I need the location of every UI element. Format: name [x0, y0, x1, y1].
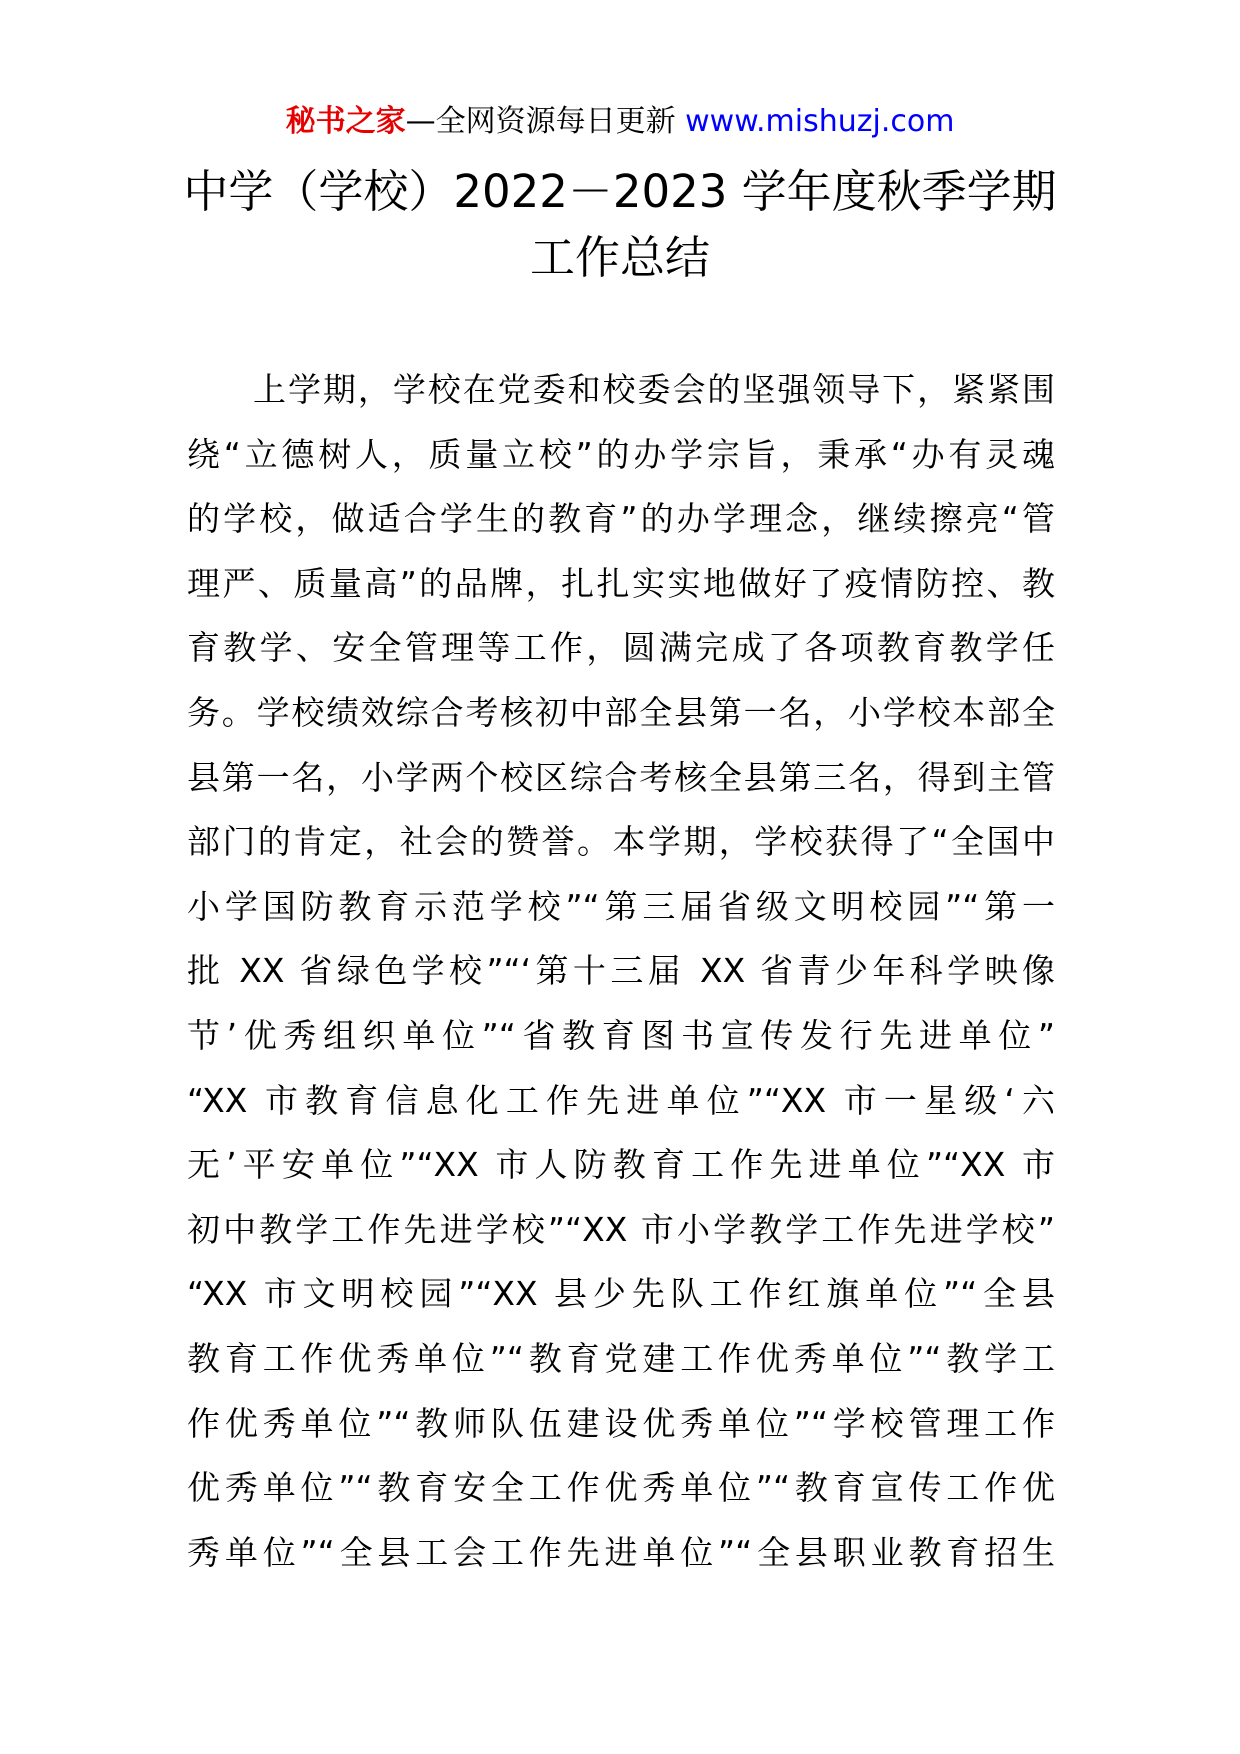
site-url-link[interactable]: www.mishuzj.com: [685, 104, 955, 139]
body-line: 的学校，做适合学生的教育”的办学理念，继续擦亮“管: [187, 499, 1055, 539]
body-line: 初中教学工作先进学校”“XX 市小学教学工作先进学校”: [187, 1209, 1055, 1249]
body-line: 节’优秀组织单位”“省教育图书宣传发行先进单位”: [187, 1015, 1055, 1055]
body-line: 育教学、安全管理等工作，圆满完成了各项教育教学任: [187, 628, 1055, 668]
body-line: “XX 市文明校园”“XX 县少先队工作红旗单位”“全县: [187, 1274, 1055, 1314]
body-line: 教育工作优秀单位”“教育党建工作优秀单位”“教学工: [187, 1338, 1055, 1378]
body-line: 批 XX 省绿色学校”“‘第十三届 XX 省青少年科学映像: [187, 951, 1055, 991]
site-slogan: —全网资源每日更新: [405, 104, 686, 139]
document-title-line-1: 中学（学校）2022－2023 学年度秋季学期: [183, 165, 1057, 218]
body-line: 优秀单位”“教育安全工作优秀单位”“教育宣传工作优: [187, 1468, 1055, 1508]
document-title-line-2: 工作总结: [529, 231, 710, 284]
site-brand: 秘书之家: [285, 104, 406, 139]
body-line: 无’平安单位”“XX 市人防教育工作先进单位”“XX 市: [187, 1145, 1055, 1185]
body-line: 理严、质量高”的品牌，扎扎实实地做好了疫情防控、教: [187, 563, 1055, 603]
body-line: 县第一名，小学两个校区综合考核全县第三名，得到主管: [187, 757, 1055, 797]
body-line: 务。学校绩效综合考核初中部全县第一名，小学校本部全: [187, 692, 1055, 732]
site-header: [0, 102, 1240, 142]
body-paragraph: [187, 358, 1055, 1585]
body-line: 部门的肯定，社会的赞誉。本学期，学校获得了“全国中: [187, 822, 1055, 862]
body-line: 秀单位”“全县工会工作先进单位”“全县职业教育招生: [187, 1532, 1055, 1572]
body-line: 小学国防教育示范学校”“第三届省级文明校园”“第一: [187, 886, 1055, 926]
body-line: “XX 市教育信息化工作先进单位”“XX 市一星级‘六: [187, 1080, 1055, 1120]
body-line: 上学期，学校在党委和校委会的坚强领导下，紧紧围: [253, 370, 1055, 409]
body-line: 作优秀单位”“教师队伍建设优秀单位”“学校管理工作: [187, 1403, 1055, 1443]
body-line: 绕“立德树人，质量立校”的办学宗旨，秉承“办有灵魂: [187, 434, 1055, 474]
